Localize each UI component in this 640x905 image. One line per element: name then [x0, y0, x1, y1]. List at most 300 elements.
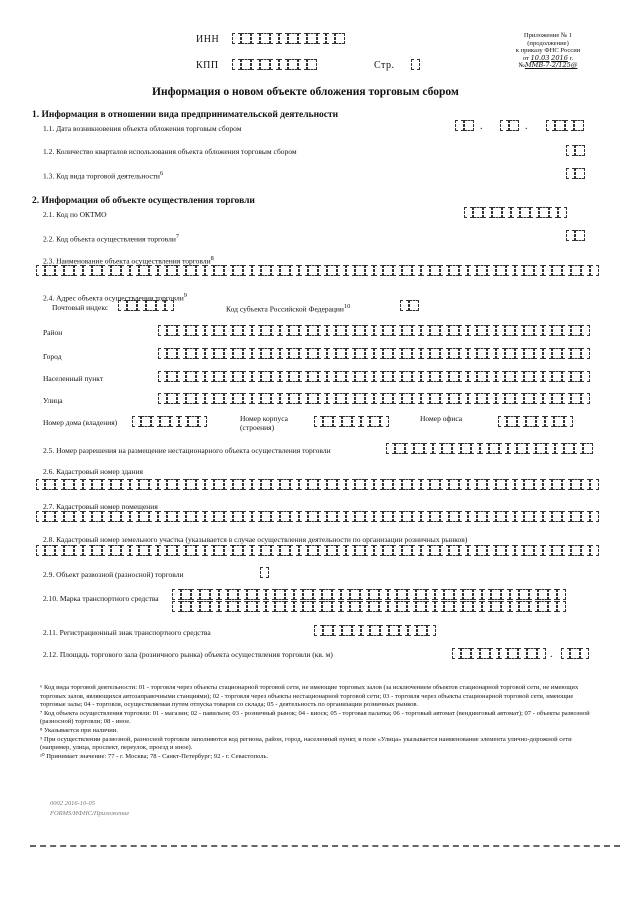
char-cell[interactable]: [308, 325, 317, 336]
char-cell[interactable]: [83, 479, 92, 490]
char-cell[interactable]: [64, 545, 73, 556]
char-cell[interactable]: [275, 601, 284, 612]
char-cell[interactable]: [571, 511, 580, 522]
char-cell[interactable]: [412, 348, 421, 359]
char-cell[interactable]: [224, 348, 233, 359]
char-cell[interactable]: [121, 265, 130, 276]
char-cell[interactable]: [233, 479, 242, 490]
char-cell[interactable]: [545, 416, 554, 427]
char-cell[interactable]: [477, 325, 486, 336]
char-cell[interactable]: [228, 601, 237, 612]
char-cell[interactable]: [260, 567, 269, 578]
char-cell[interactable]: [505, 371, 514, 382]
char-cell[interactable]: [543, 325, 552, 336]
char-cell[interactable]: [341, 601, 350, 612]
char-cell[interactable]: [158, 265, 167, 276]
char-cell[interactable]: [499, 443, 508, 454]
char-cell[interactable]: [361, 416, 370, 427]
char-cell[interactable]: [407, 601, 416, 612]
registration-plate-boxes[interactable]: [314, 625, 436, 636]
char-cell[interactable]: [546, 120, 555, 131]
char-cell[interactable]: [393, 348, 402, 359]
char-cell[interactable]: [440, 348, 449, 359]
char-cell[interactable]: [333, 416, 342, 427]
char-cell[interactable]: [233, 393, 242, 404]
char-cell[interactable]: [543, 265, 552, 276]
char-cell[interactable]: [149, 479, 158, 490]
char-cell[interactable]: [552, 479, 561, 490]
char-cell[interactable]: [524, 325, 533, 336]
char-cell[interactable]: [534, 511, 543, 522]
char-cell[interactable]: [571, 545, 580, 556]
char-cell[interactable]: [374, 479, 383, 490]
char-cell[interactable]: [571, 348, 580, 359]
char-cell[interactable]: [45, 545, 54, 556]
char-cell[interactable]: [355, 371, 364, 382]
char-cell[interactable]: [346, 371, 355, 382]
char-cell[interactable]: [210, 589, 219, 600]
char-cell[interactable]: [299, 348, 308, 359]
char-cell[interactable]: [350, 589, 359, 600]
char-cell[interactable]: [548, 589, 557, 600]
char-cell[interactable]: [365, 393, 374, 404]
char-cell[interactable]: [515, 265, 524, 276]
char-cell[interactable]: [574, 443, 583, 454]
char-cell[interactable]: [307, 33, 316, 44]
char-cell[interactable]: [280, 371, 289, 382]
char-cell[interactable]: [271, 545, 280, 556]
char-cell[interactable]: [332, 589, 341, 600]
oktmo-boxes[interactable]: [464, 207, 567, 218]
char-cell[interactable]: [83, 265, 92, 276]
char-cell[interactable]: [55, 479, 64, 490]
char-cell[interactable]: [534, 545, 543, 556]
char-cell[interactable]: [36, 545, 45, 556]
char-cell[interactable]: [288, 33, 297, 44]
char-cell[interactable]: [468, 348, 477, 359]
char-cell[interactable]: [383, 348, 392, 359]
date-month-boxes[interactable]: [500, 120, 519, 131]
char-cell[interactable]: [55, 265, 64, 276]
object-code-boxes[interactable]: [566, 230, 585, 241]
char-cell[interactable]: [370, 625, 379, 636]
char-cell[interactable]: [389, 625, 398, 636]
char-cell[interactable]: [421, 348, 430, 359]
char-cell[interactable]: [590, 511, 599, 522]
char-cell[interactable]: [562, 371, 571, 382]
char-cell[interactable]: [92, 511, 101, 522]
char-cell[interactable]: [430, 325, 439, 336]
char-cell[interactable]: [327, 325, 336, 336]
char-cell[interactable]: [341, 589, 350, 600]
char-cell[interactable]: [308, 371, 317, 382]
char-cell[interactable]: [527, 443, 536, 454]
char-cell[interactable]: [468, 371, 477, 382]
char-cell[interactable]: [524, 511, 533, 522]
char-cell[interactable]: [247, 601, 256, 612]
char-cell[interactable]: [214, 325, 223, 336]
char-cell[interactable]: [506, 545, 515, 556]
char-cell[interactable]: [412, 325, 421, 336]
char-cell[interactable]: [575, 145, 584, 156]
char-cell[interactable]: [459, 511, 468, 522]
char-cell[interactable]: [137, 300, 146, 311]
char-cell[interactable]: [491, 601, 500, 612]
char-cell[interactable]: [435, 601, 444, 612]
char-cell[interactable]: [414, 443, 423, 454]
char-cell[interactable]: [571, 265, 580, 276]
char-cell[interactable]: [575, 168, 584, 179]
char-cell[interactable]: [352, 416, 361, 427]
char-cell[interactable]: [581, 479, 590, 490]
char-cell[interactable]: [252, 545, 261, 556]
char-cell[interactable]: [543, 479, 552, 490]
char-cell[interactable]: [440, 393, 449, 404]
char-cell[interactable]: [492, 207, 501, 218]
char-cell[interactable]: [565, 120, 574, 131]
char-cell[interactable]: [393, 325, 402, 336]
permit-number-boxes[interactable]: [386, 443, 593, 454]
char-cell[interactable]: [412, 371, 421, 382]
char-cell[interactable]: [298, 33, 307, 44]
char-cell[interactable]: [498, 416, 507, 427]
char-cell[interactable]: [243, 325, 252, 336]
char-cell[interactable]: [252, 371, 261, 382]
char-cell[interactable]: [388, 589, 397, 600]
char-cell[interactable]: [393, 265, 402, 276]
char-cell[interactable]: [487, 325, 496, 336]
char-cell[interactable]: [468, 325, 477, 336]
char-cell[interactable]: [581, 393, 590, 404]
char-cell[interactable]: [290, 511, 299, 522]
char-cell[interactable]: [558, 207, 567, 218]
char-cell[interactable]: [224, 371, 233, 382]
char-cell[interactable]: [459, 479, 468, 490]
char-cell[interactable]: [496, 511, 505, 522]
char-cell[interactable]: [440, 545, 449, 556]
char-cell[interactable]: [121, 479, 130, 490]
char-cell[interactable]: [449, 393, 458, 404]
char-cell[interactable]: [405, 443, 414, 454]
char-cell[interactable]: [393, 479, 402, 490]
char-cell[interactable]: [355, 479, 364, 490]
char-cell[interactable]: [139, 511, 148, 522]
char-cell[interactable]: [55, 545, 64, 556]
char-cell[interactable]: [397, 601, 406, 612]
char-cell[interactable]: [454, 601, 463, 612]
char-cell[interactable]: [290, 265, 299, 276]
char-cell[interactable]: [261, 348, 270, 359]
char-cell[interactable]: [232, 33, 241, 44]
char-cell[interactable]: [205, 545, 214, 556]
char-cell[interactable]: [515, 545, 524, 556]
char-cell[interactable]: [271, 265, 280, 276]
char-cell[interactable]: [360, 601, 369, 612]
char-cell[interactable]: [496, 393, 505, 404]
char-cell[interactable]: [459, 545, 468, 556]
char-cell[interactable]: [177, 371, 186, 382]
char-cell[interactable]: [219, 601, 228, 612]
char-cell[interactable]: [196, 265, 205, 276]
char-cell[interactable]: [397, 589, 406, 600]
char-cell[interactable]: [482, 601, 491, 612]
char-cell[interactable]: [468, 511, 477, 522]
char-cell[interactable]: [224, 325, 233, 336]
char-cell[interactable]: [337, 265, 346, 276]
char-cell[interactable]: [308, 393, 317, 404]
vehicle-make-boxes-row2[interactable]: [172, 601, 566, 612]
char-cell[interactable]: [571, 325, 580, 336]
char-cell[interactable]: [449, 371, 458, 382]
char-cell[interactable]: [449, 511, 458, 522]
char-cell[interactable]: [402, 393, 411, 404]
char-cell[interactable]: [566, 230, 575, 241]
char-cell[interactable]: [45, 479, 54, 490]
char-cell[interactable]: [421, 371, 430, 382]
char-cell[interactable]: [515, 325, 524, 336]
char-cell[interactable]: [111, 265, 120, 276]
char-cell[interactable]: [261, 479, 270, 490]
char-cell[interactable]: [520, 207, 529, 218]
char-cell[interactable]: [489, 443, 498, 454]
char-cell[interactable]: [546, 443, 555, 454]
char-cell[interactable]: [500, 120, 509, 131]
char-cell[interactable]: [483, 207, 492, 218]
char-cell[interactable]: [308, 511, 317, 522]
char-cell[interactable]: [45, 265, 54, 276]
char-cell[interactable]: [480, 443, 489, 454]
char-cell[interactable]: [158, 479, 167, 490]
char-cell[interactable]: [534, 325, 543, 336]
char-cell[interactable]: [464, 120, 473, 131]
char-cell[interactable]: [181, 601, 190, 612]
char-cell[interactable]: [374, 348, 383, 359]
char-cell[interactable]: [557, 589, 566, 600]
char-cell[interactable]: [543, 393, 552, 404]
char-cell[interactable]: [452, 648, 461, 659]
char-cell[interactable]: [156, 300, 165, 311]
char-cell[interactable]: [407, 589, 416, 600]
char-cell[interactable]: [149, 511, 158, 522]
char-cell[interactable]: [369, 601, 378, 612]
char-cell[interactable]: [444, 601, 453, 612]
char-cell[interactable]: [395, 443, 404, 454]
char-cell[interactable]: [440, 265, 449, 276]
char-cell[interactable]: [257, 601, 266, 612]
char-cell[interactable]: [509, 120, 518, 131]
char-cell[interactable]: [534, 371, 543, 382]
char-cell[interactable]: [477, 265, 486, 276]
char-cell[interactable]: [149, 265, 158, 276]
char-cell[interactable]: [402, 348, 411, 359]
trade-type-code-boxes[interactable]: [566, 168, 585, 179]
char-cell[interactable]: [380, 416, 389, 427]
char-cell[interactable]: [260, 59, 269, 70]
char-cell[interactable]: [280, 479, 289, 490]
char-cell[interactable]: [261, 325, 270, 336]
char-cell[interactable]: [583, 443, 592, 454]
char-cell[interactable]: [552, 393, 561, 404]
char-cell[interactable]: [575, 230, 584, 241]
char-cell[interactable]: [346, 393, 355, 404]
char-cell[interactable]: [440, 371, 449, 382]
char-cell[interactable]: [308, 545, 317, 556]
char-cell[interactable]: [74, 265, 83, 276]
char-cell[interactable]: [241, 59, 250, 70]
building-number-boxes[interactable]: [314, 416, 389, 427]
char-cell[interactable]: [336, 325, 345, 336]
char-cell[interactable]: [224, 545, 233, 556]
char-cell[interactable]: [440, 325, 449, 336]
char-cell[interactable]: [562, 393, 571, 404]
char-cell[interactable]: [468, 265, 477, 276]
char-cell[interactable]: [374, 371, 383, 382]
date-year-boxes[interactable]: [546, 120, 584, 131]
char-cell[interactable]: [519, 601, 528, 612]
char-cell[interactable]: [188, 416, 197, 427]
char-cell[interactable]: [590, 479, 599, 490]
char-cell[interactable]: [186, 545, 195, 556]
char-cell[interactable]: [64, 265, 73, 276]
char-cell[interactable]: [365, 265, 374, 276]
char-cell[interactable]: [151, 416, 160, 427]
char-cell[interactable]: [121, 545, 130, 556]
char-cell[interactable]: [477, 545, 486, 556]
char-cell[interactable]: [266, 601, 275, 612]
char-cell[interactable]: [383, 479, 392, 490]
char-cell[interactable]: [501, 589, 510, 600]
char-cell[interactable]: [64, 479, 73, 490]
char-cell[interactable]: [459, 393, 468, 404]
char-cell[interactable]: [327, 348, 336, 359]
char-cell[interactable]: [580, 648, 589, 659]
char-cell[interactable]: [402, 511, 411, 522]
char-cell[interactable]: [280, 393, 289, 404]
char-cell[interactable]: [333, 625, 342, 636]
char-cell[interactable]: [471, 443, 480, 454]
char-cell[interactable]: [383, 393, 392, 404]
char-cell[interactable]: [477, 371, 486, 382]
char-cell[interactable]: [459, 265, 468, 276]
char-cell[interactable]: [307, 59, 316, 70]
char-cell[interactable]: [505, 393, 514, 404]
char-cell[interactable]: [365, 479, 374, 490]
char-cell[interactable]: [214, 393, 223, 404]
char-cell[interactable]: [196, 479, 205, 490]
char-cell[interactable]: [468, 545, 477, 556]
char-cell[interactable]: [280, 545, 289, 556]
char-cell[interactable]: [355, 265, 364, 276]
char-cell[interactable]: [141, 416, 150, 427]
char-cell[interactable]: [270, 59, 279, 70]
char-cell[interactable]: [505, 325, 514, 336]
char-cell[interactable]: [332, 601, 341, 612]
char-cell[interactable]: [111, 479, 120, 490]
mobile-trade-box[interactable]: [260, 567, 269, 578]
char-cell[interactable]: [200, 589, 209, 600]
region-code-boxes[interactable]: [400, 300, 419, 311]
char-cell[interactable]: [205, 479, 214, 490]
char-cell[interactable]: [482, 589, 491, 600]
char-cell[interactable]: [165, 300, 174, 311]
char-cell[interactable]: [346, 265, 355, 276]
char-cell[interactable]: [288, 59, 297, 70]
char-cell[interactable]: [318, 325, 327, 336]
char-cell[interactable]: [430, 348, 439, 359]
char-cell[interactable]: [440, 511, 449, 522]
char-cell[interactable]: [270, 33, 279, 44]
char-cell[interactable]: [64, 511, 73, 522]
char-cell[interactable]: [562, 265, 571, 276]
char-cell[interactable]: [298, 59, 307, 70]
char-cell[interactable]: [289, 393, 298, 404]
char-cell[interactable]: [562, 348, 571, 359]
char-cell[interactable]: [252, 265, 261, 276]
char-cell[interactable]: [454, 589, 463, 600]
char-cell[interactable]: [308, 479, 317, 490]
char-cell[interactable]: [487, 393, 496, 404]
char-cell[interactable]: [581, 325, 590, 336]
char-cell[interactable]: [186, 265, 195, 276]
char-cell[interactable]: [449, 265, 458, 276]
char-cell[interactable]: [308, 348, 317, 359]
char-cell[interactable]: [158, 348, 167, 359]
char-cell[interactable]: [337, 479, 346, 490]
char-cell[interactable]: [214, 545, 223, 556]
char-cell[interactable]: [496, 348, 505, 359]
char-cell[interactable]: [527, 648, 536, 659]
char-cell[interactable]: [186, 325, 195, 336]
char-cell[interactable]: [549, 207, 558, 218]
char-cell[interactable]: [435, 589, 444, 600]
char-cell[interactable]: [557, 601, 566, 612]
char-cell[interactable]: [552, 511, 561, 522]
char-cell[interactable]: [499, 648, 508, 659]
char-cell[interactable]: [430, 265, 439, 276]
char-cell[interactable]: [487, 265, 496, 276]
char-cell[interactable]: [294, 589, 303, 600]
char-cell[interactable]: [496, 479, 505, 490]
char-cell[interactable]: [261, 265, 270, 276]
char-cell[interactable]: [36, 511, 45, 522]
char-cell[interactable]: [421, 325, 430, 336]
char-cell[interactable]: [402, 265, 411, 276]
char-cell[interactable]: [386, 443, 395, 454]
sales-area-decimal-boxes[interactable]: [561, 648, 589, 659]
char-cell[interactable]: [139, 265, 148, 276]
char-cell[interactable]: [399, 625, 408, 636]
char-cell[interactable]: [233, 511, 242, 522]
char-cell[interactable]: [177, 348, 186, 359]
char-cell[interactable]: [480, 648, 489, 659]
char-cell[interactable]: [160, 416, 169, 427]
char-cell[interactable]: [383, 545, 392, 556]
char-cell[interactable]: [346, 511, 355, 522]
char-cell[interactable]: [346, 479, 355, 490]
char-cell[interactable]: [243, 371, 252, 382]
char-cell[interactable]: [355, 393, 364, 404]
char-cell[interactable]: [365, 325, 374, 336]
char-cell[interactable]: [524, 545, 533, 556]
char-cell[interactable]: [370, 416, 379, 427]
char-cell[interactable]: [205, 511, 214, 522]
char-cell[interactable]: [327, 371, 336, 382]
char-cell[interactable]: [552, 545, 561, 556]
char-cell[interactable]: [313, 601, 322, 612]
char-cell[interactable]: [280, 265, 289, 276]
char-cell[interactable]: [158, 371, 167, 382]
char-cell[interactable]: [452, 443, 461, 454]
